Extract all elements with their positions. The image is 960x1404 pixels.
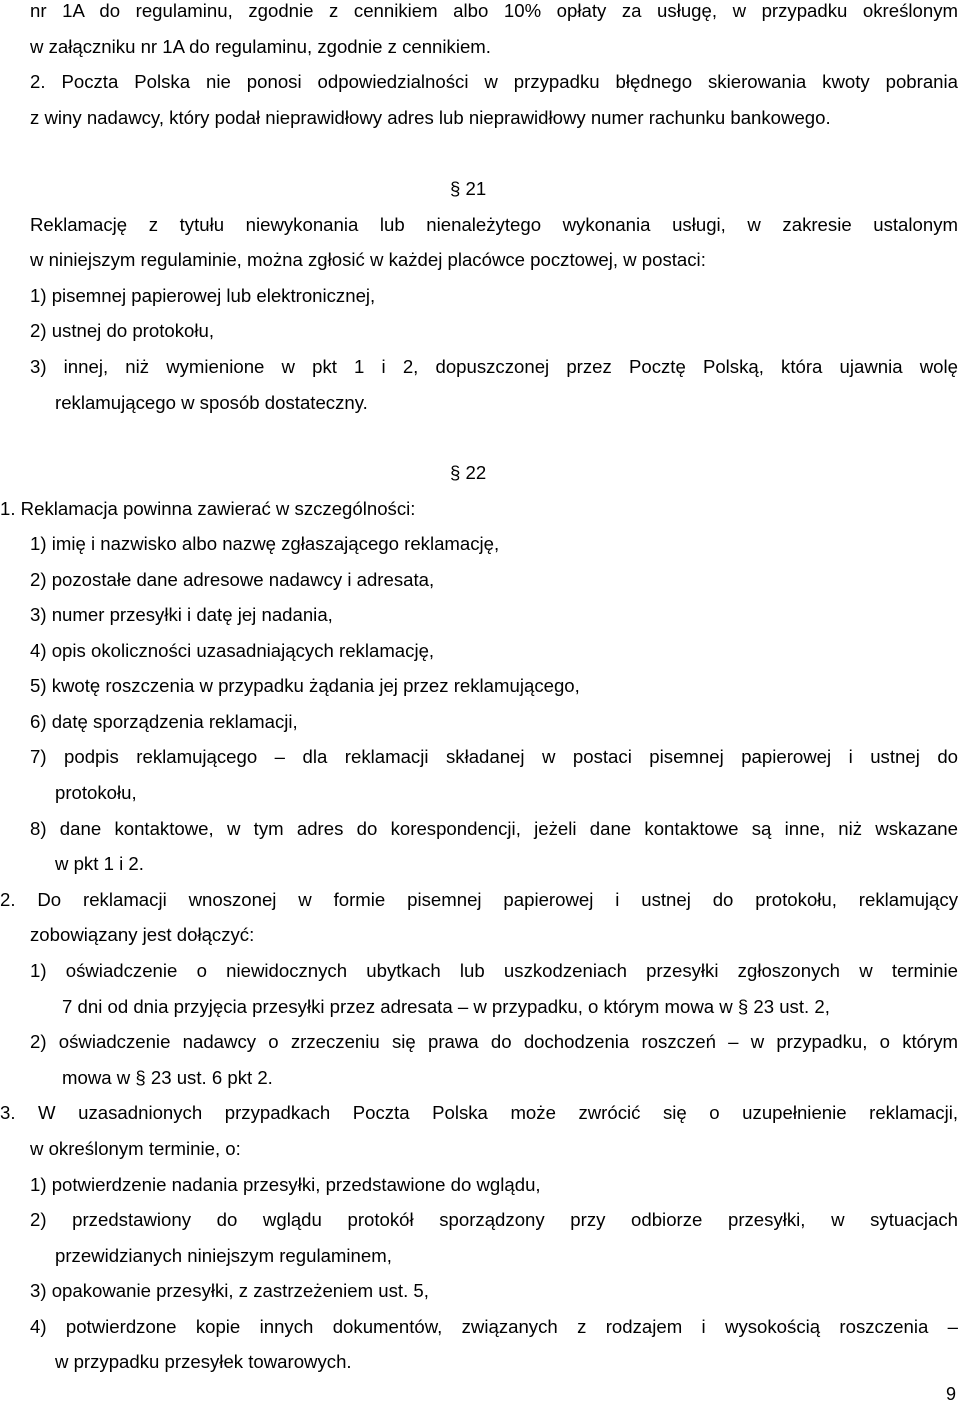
s22-point-1-item-8-line-1: 8) dane kontaktowe, w tym adres do korespondencji, jeżeli dane kontaktowe są inne, niż wskazane (30, 818, 958, 839)
s21-paragraph-line-1: Reklamację z tytułu niewykonania lub nienależytego wykonania usługi, w zakresie ustalonym (30, 214, 958, 235)
s22-point-3-line-2: w określonym terminie, o: (30, 1138, 241, 1159)
s22-point-1-item-6: 6) datę sporządzenia reklamacji, (30, 711, 298, 732)
intro-item2-line-2: z winy nadawcy, który podał nieprawidłowy adres lub nieprawidłowy numer rachunku bankowego. (30, 107, 831, 128)
s22-point-3-item-4-line-2: w przypadku przesyłek towarowych. (55, 1351, 352, 1372)
s22-point-1-item-8-line-2: w pkt 1 i 2. (55, 853, 144, 874)
s22-point-1-item-5: 5) kwotę roszczenia w przypadku żądania jej przez reklamującego, (30, 675, 580, 696)
section-22-heading: § 22 (450, 462, 487, 483)
s21-item-3-line-1: 3) innej, niż wymienione w pkt 1 i 2, dopuszczonej przez Pocztę Polską, która ujawnia wolę (30, 356, 958, 377)
s22-point-1-item-3: 3) numer przesyłki i datę jej nadania, (30, 604, 333, 625)
section-21-heading: § 21 (450, 178, 487, 199)
s22-point-2-item-2-line-2: mowa w § 23 ust. 6 pkt 2. (62, 1067, 273, 1088)
intro-item2-line-1: 2. Poczta Polska nie ponosi odpowiedzialności w przypadku błędnego skierowania kwoty pobrania (30, 71, 958, 92)
page-number: 9 (945, 1384, 956, 1404)
s22-point-2-line-1: 2. Do reklamacji wnoszonej w formie pisemnej papierowej i ustnej do protokołu, reklamujący (0, 889, 958, 910)
s22-point-3-item-2-line-1: 2) przedstawiony do wglądu protokół sporządzony przy odbiorze przesyłki, w sytuacjach (30, 1209, 958, 1230)
s22-point-1-item-1: 1) imię i nazwisko albo nazwę zgłaszającego reklamację, (30, 533, 500, 554)
intro-line-1: nr 1A do regulaminu, zgodnie z cennikiem albo 10% opłaty za usługę, w przypadku określonym (30, 0, 958, 21)
s22-point-1-item-7-line-1: 7) podpis reklamującego – dla reklamacji składanej w postaci pisemnej papierowej i ustnej do (30, 746, 958, 767)
s22-point-3-item-1: 1) potwierdzenie nadania przesyłki, przedstawione do wglądu, (30, 1174, 541, 1195)
s22-point-1: 1. Reklamacja powinna zawierać w szczególności: (0, 498, 416, 519)
s21-item-2: 2) ustnej do protokołu, (30, 320, 214, 341)
s22-point-2-line-2: zobowiązany jest dołączyć: (30, 924, 255, 945)
s22-point-2-item-1-line-1: 1) oświadczenie o niewidocznych ubytkach lub uszkodzeniach przesyłki zgłoszonych w terminie (30, 960, 958, 981)
s22-point-3-line-1: 3. W uzasadnionych przypadkach Poczta Polska może zwrócić się o uzupełnienie reklamacji, (0, 1102, 958, 1123)
intro-line-2: w załączniku nr 1A do regulaminu, zgodnie z cennikiem. (30, 36, 491, 57)
s22-point-3-item-3: 3) opakowanie przesyłki, z zastrzeżeniem ust. 5, (30, 1280, 429, 1301)
s21-paragraph-line-2: w niniejszym regulaminie, można zgłosić w każdej placówce pocztowej, w postaci: (30, 249, 706, 270)
s22-point-3-item-2-line-2: przewidzianych niniejszym regulaminem, (55, 1245, 392, 1266)
s22-point-3-item-4-line-1: 4) potwierdzone kopie innych dokumentów, związanych z rodzajem i wysokością roszczenia – (30, 1316, 958, 1337)
s21-item-1: 1) pisemnej papierowej lub elektronicznej, (30, 285, 376, 306)
s22-point-2-item-2-line-1: 2) oświadczenie nadawcy o zrzeczeniu się prawa do dochodzenia roszczeń – w przypadku, o którym (30, 1031, 958, 1052)
s22-point-1-item-7-line-2: protokołu, (55, 782, 137, 803)
s22-point-2-item-1-line-2: 7 dni od dnia przyjęcia przesyłki przez adresata – w przypadku, o którym mowa w § 23 ust. 2, (62, 996, 830, 1017)
s22-point-1-item-4: 4) opis okoliczności uzasadniających reklamację, (30, 640, 435, 661)
s22-point-1-item-2: 2) pozostałe dane adresowe nadawcy i adresata, (30, 569, 435, 590)
s21-item-3-line-2: reklamującego w sposób dostateczny. (55, 392, 368, 413)
